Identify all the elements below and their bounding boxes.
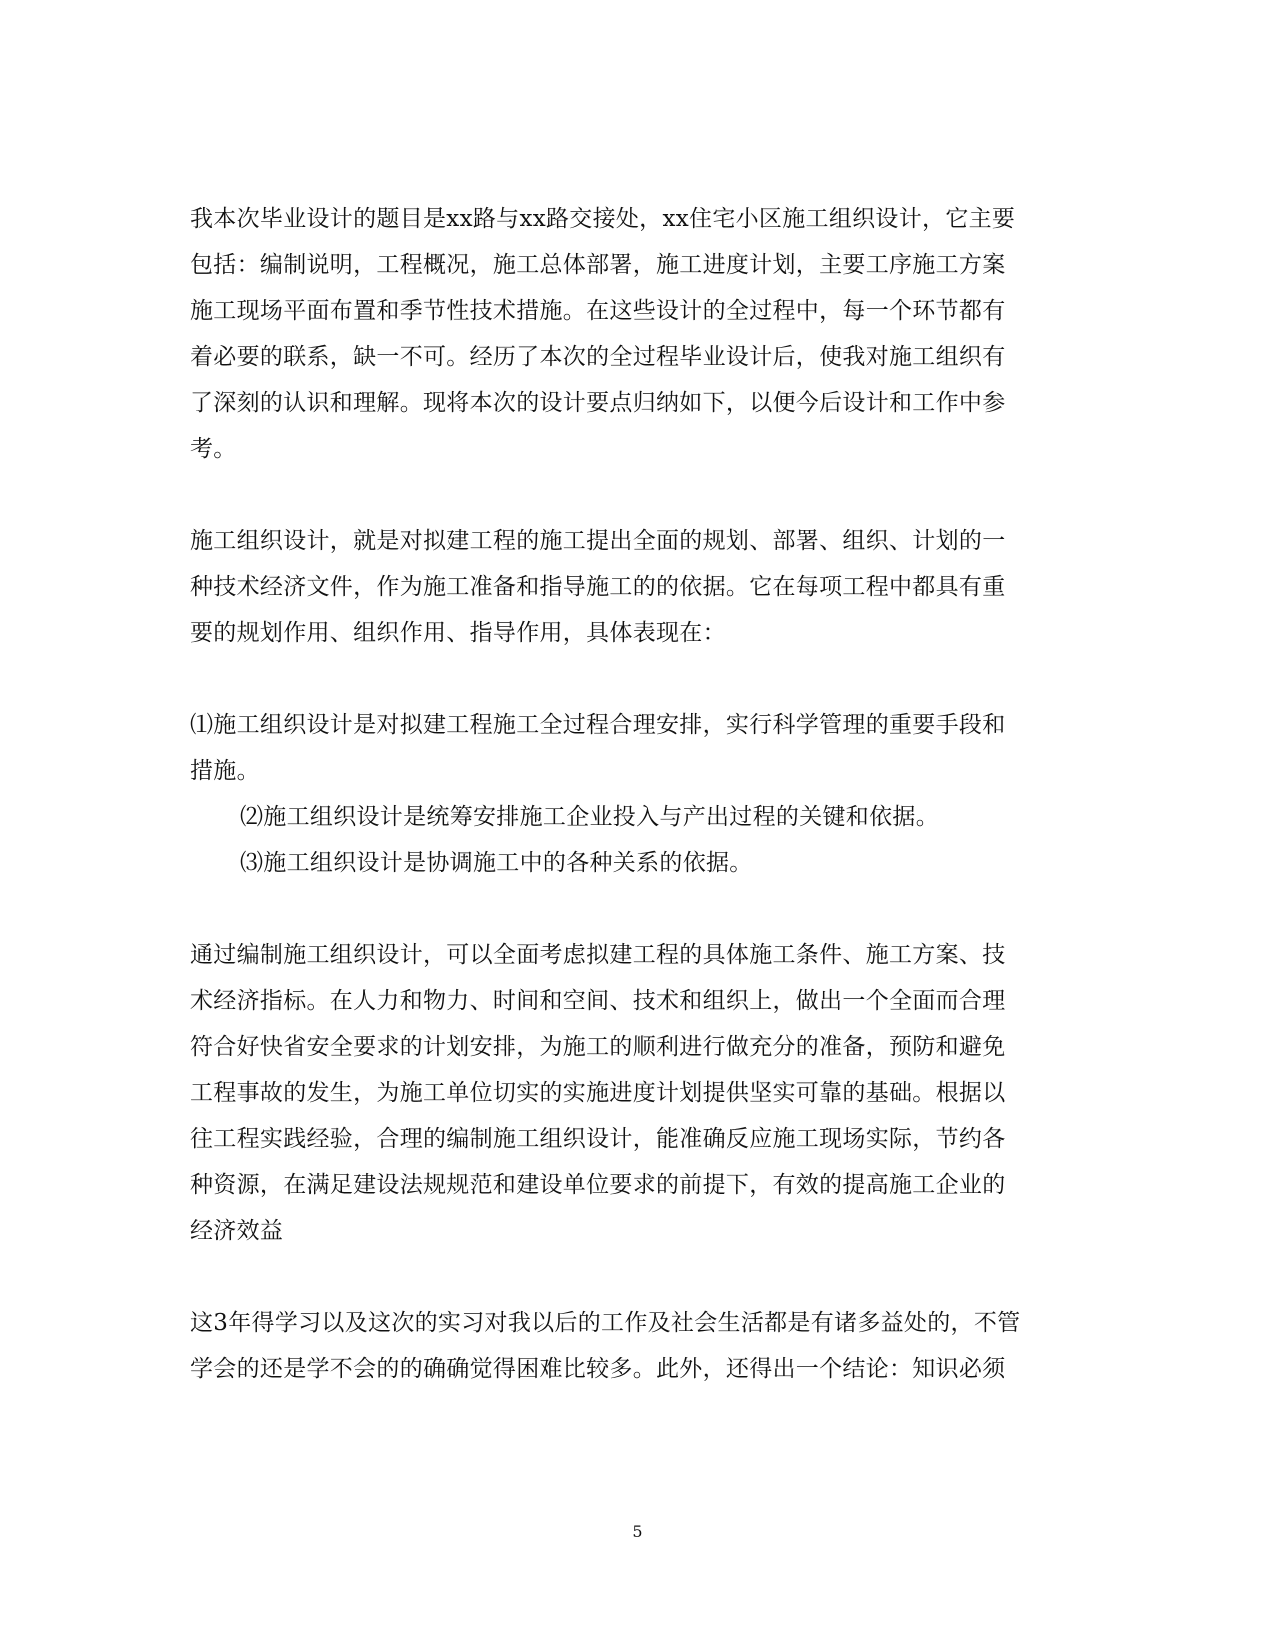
paragraph-1-line-3: 施工现场平面布置和季节性技术措施。在这些设计的全过程中，每一个环节都有 bbox=[190, 298, 1006, 324]
paragraph-2-line-3: 要的规划作用、组织作用、指导作用，具体表现在： bbox=[190, 620, 726, 646]
paragraph-3-line-5: 往工程实践经验，合理的编制施工组织设计，能准确反应施工现场实际，节约各 bbox=[190, 1126, 1006, 1152]
paragraph-1-line-5: 了深刻的认识和理解。现将本次的设计要点归纳如下，以便今后设计和工作中参 bbox=[190, 390, 1006, 416]
paragraph-1-line-4: 着必要的联系，缺一不可。经历了本次的全过程毕业设计后，使我对施工组织有 bbox=[190, 344, 1006, 370]
paragraph-1-line-2: 包括：编制说明，工程概况，施工总体部署，施工进度计划，主要工序施工方案 bbox=[190, 252, 1006, 278]
paragraph-2-line-2: 种技术经济文件，作为施工准备和指导施工的的依据。它在每项工程中都具有重 bbox=[190, 574, 1006, 600]
list-item-1-line-1: ⑴施工组织设计是对拟建工程施工全过程合理安排，实行科学管理的重要手段和 bbox=[190, 712, 1006, 738]
paragraph-3-line-3: 符合好快省安全要求的计划安排，为施工的顺利进行做充分的准备，预防和避免 bbox=[190, 1034, 1006, 1060]
paragraph-1-line-1: 我本次毕业设计的题目是xx路与xx路交接处，xx住宅小区施工组织设计，它主要 bbox=[190, 206, 1016, 232]
paragraph-2-line-1: 施工组织设计，就是对拟建工程的施工提出全面的规划、部署、组织、计划的一 bbox=[190, 528, 1006, 554]
paragraph-3-line-6: 种资源，在满足建设法规规范和建设单位要求的前提下，有效的提高施工企业的 bbox=[190, 1172, 1006, 1198]
paragraph-3-line-7: 经济效益 bbox=[190, 1218, 284, 1244]
paragraph-3-line-2: 术经济指标。在人力和物力、时间和空间、技术和组织上，做出一个全面而合理 bbox=[190, 988, 1006, 1014]
list-item-2: ⑵施工组织设计是统筹安排施工企业投入与产出过程的关键和依据。 bbox=[240, 804, 939, 830]
page-number: 5 bbox=[632, 1522, 643, 1541]
list-item-1-line-2: 措施。 bbox=[190, 758, 260, 784]
list-item-3: ⑶施工组织设计是协调施工中的各种关系的依据。 bbox=[240, 850, 753, 876]
paragraph-4-line-2: 学会的还是学不会的的确确觉得困难比较多。此外，还得出一个结论：知识必须 bbox=[190, 1356, 1006, 1382]
paragraph-4-line-1: 这3年得学习以及这次的实习对我以后的工作及社会生活都是有诸多益处的，不管 bbox=[190, 1310, 1021, 1336]
paragraph-3-line-1: 通过编制施工组织设计，可以全面考虑拟建工程的具体施工条件、施工方案、技 bbox=[190, 942, 1006, 968]
paragraph-1-line-6: 考。 bbox=[190, 436, 237, 462]
paragraph-3-line-4: 工程事故的发生，为施工单位切实的实施进度计划提供坚实可靠的基础。根据以 bbox=[190, 1080, 1006, 1106]
